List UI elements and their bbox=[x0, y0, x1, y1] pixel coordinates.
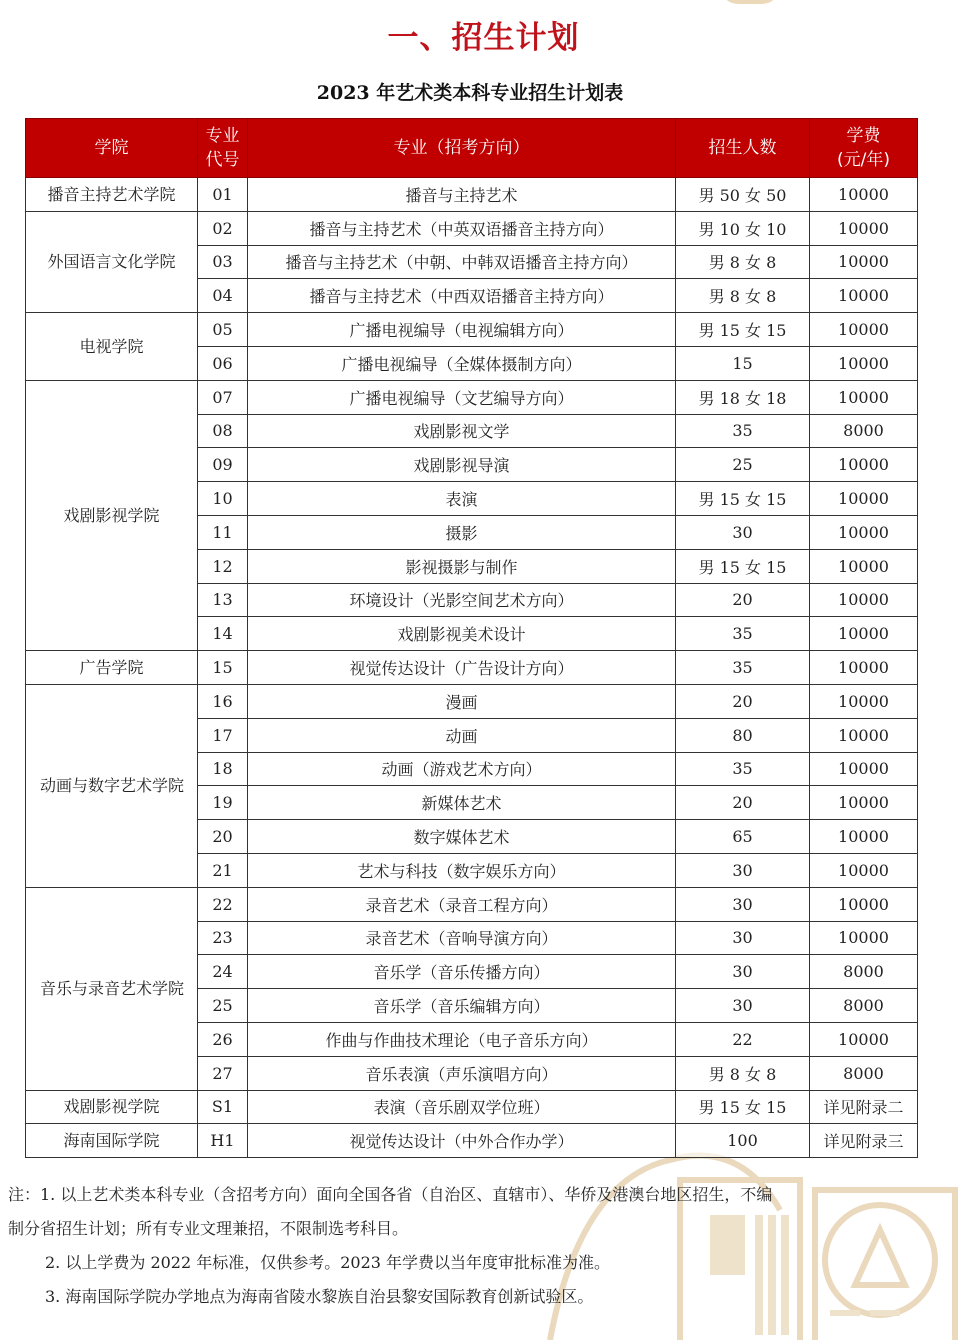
major-code-cell: 15 bbox=[198, 651, 248, 685]
major-name-cell: 录音艺术（录音工程方向） bbox=[248, 887, 676, 921]
quota-cell: 20 bbox=[676, 684, 810, 718]
table-body bbox=[26, 178, 918, 1158]
major-code-cell: 09 bbox=[198, 448, 248, 482]
quota-cell: 25 bbox=[676, 448, 810, 482]
major-code-cell: 13 bbox=[198, 583, 248, 617]
note-3: 3. 海南国际学院办学地点为海南省陵水黎族自治县黎安国际教育创新试验区。 bbox=[45, 1287, 594, 1306]
fee-cell: 10000 bbox=[810, 279, 918, 313]
table-row bbox=[26, 887, 918, 921]
table-title: 2023 年艺术类本科专业招生计划表 bbox=[316, 82, 624, 104]
major-name-cell: 动画（游戏艺术方向） bbox=[248, 752, 676, 786]
major-name-cell: 动画 bbox=[248, 718, 676, 752]
fee-cell: 10000 bbox=[810, 313, 918, 347]
major-code-cell: 25 bbox=[198, 989, 248, 1023]
quota-cell: 22 bbox=[676, 1022, 810, 1056]
major-name-cell: 音乐表演（声乐演唱方向） bbox=[248, 1056, 676, 1090]
quota-cell: 20 bbox=[676, 786, 810, 820]
quota-cell: 35 bbox=[676, 617, 810, 651]
fee-cell: 10000 bbox=[810, 380, 918, 414]
quota-cell: 30 bbox=[676, 515, 810, 549]
major-code-cell: 12 bbox=[198, 549, 248, 583]
quota-cell: 30 bbox=[676, 989, 810, 1023]
table-row bbox=[26, 684, 918, 718]
major-name-cell: 新媒体艺术 bbox=[248, 786, 676, 820]
fee-cell: 10000 bbox=[810, 178, 918, 212]
header-fee-line2: (元/年) bbox=[837, 150, 890, 170]
table-row bbox=[26, 211, 918, 245]
quota-cell: 65 bbox=[676, 820, 810, 854]
table-header-row bbox=[26, 119, 918, 178]
fee-cell: 10000 bbox=[810, 583, 918, 617]
major-code-cell: 04 bbox=[198, 279, 248, 313]
college-cell: 广告学院 bbox=[26, 651, 198, 685]
major-name-cell: 摄影 bbox=[248, 515, 676, 549]
header-fee-line1: 学费 bbox=[846, 126, 881, 146]
major-code-cell: 23 bbox=[198, 921, 248, 955]
fee-cell: 10000 bbox=[810, 921, 918, 955]
fee-cell: 10000 bbox=[810, 651, 918, 685]
fee-cell: 10000 bbox=[810, 684, 918, 718]
major-name-cell: 环境设计（光影空间艺术方向） bbox=[248, 583, 676, 617]
major-code-cell: 24 bbox=[198, 955, 248, 989]
quota-cell: 男 18 女 18 bbox=[676, 380, 810, 414]
major-code-cell: 03 bbox=[198, 245, 248, 279]
college-cell: 动画与数字艺术学院 bbox=[26, 684, 198, 887]
quota-cell: 男 10 女 10 bbox=[676, 211, 810, 245]
table-row bbox=[26, 313, 918, 347]
major-name-cell: 音乐学（音乐编辑方向） bbox=[248, 989, 676, 1023]
header-code bbox=[198, 119, 248, 178]
quota-cell: 80 bbox=[676, 718, 810, 752]
fee-cell: 10000 bbox=[810, 482, 918, 516]
major-code-cell: H1 bbox=[198, 1124, 248, 1158]
major-code-cell: 19 bbox=[198, 786, 248, 820]
major-name-cell: 广播电视编导（电视编辑方向） bbox=[248, 313, 676, 347]
major-name-cell: 表演 bbox=[248, 482, 676, 516]
header-fee bbox=[810, 119, 918, 178]
college-cell: 外国语言文化学院 bbox=[26, 211, 198, 312]
fee-cell: 10000 bbox=[810, 718, 918, 752]
quota-cell: 男 8 女 8 bbox=[676, 1056, 810, 1090]
major-code-cell: 01 bbox=[198, 178, 248, 212]
major-name-cell: 广播电视编导（全媒体摄制方向） bbox=[248, 346, 676, 380]
table-row bbox=[26, 1124, 918, 1158]
college-cell: 电视学院 bbox=[26, 313, 198, 381]
fee-cell: 10000 bbox=[810, 786, 918, 820]
quota-cell: 男 15 女 15 bbox=[676, 313, 810, 347]
major-code-cell: 07 bbox=[198, 380, 248, 414]
major-name-cell: 作曲与作曲技术理论（电子音乐方向） bbox=[248, 1022, 676, 1056]
header-code-line2: 代号 bbox=[205, 150, 240, 170]
major-name-cell: 戏剧影视导演 bbox=[248, 448, 676, 482]
quota-cell: 100 bbox=[676, 1124, 810, 1158]
major-name-cell: 录音艺术（音响导演方向） bbox=[248, 921, 676, 955]
fee-cell: 10000 bbox=[810, 820, 918, 854]
major-name-cell: 戏剧影视文学 bbox=[248, 414, 676, 448]
fee-cell: 10000 bbox=[810, 752, 918, 786]
fee-cell: 10000 bbox=[810, 1022, 918, 1056]
major-name-cell: 广播电视编导（文艺编导方向） bbox=[248, 380, 676, 414]
quota-cell: 30 bbox=[676, 955, 810, 989]
header-code-line1: 专业 bbox=[205, 126, 240, 146]
major-code-cell: 14 bbox=[198, 617, 248, 651]
fee-cell: 10000 bbox=[810, 887, 918, 921]
major-name-cell: 播音与主持艺术（中朝、中韩双语播音主持方向） bbox=[248, 245, 676, 279]
major-name-cell: 戏剧影视美术设计 bbox=[248, 617, 676, 651]
major-code-cell: 27 bbox=[198, 1056, 248, 1090]
section-title: 一、招生计划 bbox=[387, 20, 580, 56]
major-code-cell: 08 bbox=[198, 414, 248, 448]
fee-cell: 10000 bbox=[810, 549, 918, 583]
notes-section bbox=[8, 1178, 943, 1314]
fee-cell: 10000 bbox=[810, 346, 918, 380]
college-cell: 播音主持艺术学院 bbox=[26, 178, 198, 212]
major-name-cell: 播音与主持艺术（中西双语播音主持方向） bbox=[248, 279, 676, 313]
note-1-line-2: 制分省招生计划；所有专业文理兼招，不限制选考科目。 bbox=[8, 1219, 409, 1238]
quota-cell: 男 8 女 8 bbox=[676, 279, 810, 313]
college-cell: 戏剧影视学院 bbox=[26, 380, 198, 650]
fee-cell: 8000 bbox=[810, 1056, 918, 1090]
quota-cell: 男 15 女 15 bbox=[676, 549, 810, 583]
major-name-cell: 视觉传达设计（中外合作办学） bbox=[248, 1124, 676, 1158]
major-code-cell: 02 bbox=[198, 211, 248, 245]
major-code-cell: 11 bbox=[198, 515, 248, 549]
major-name-cell: 漫画 bbox=[248, 684, 676, 718]
major-name-cell: 影视摄影与制作 bbox=[248, 549, 676, 583]
header-major: 专业（招考方向） bbox=[248, 119, 676, 178]
fee-cell: 10000 bbox=[810, 245, 918, 279]
fee-cell: 10000 bbox=[810, 515, 918, 549]
table-row bbox=[26, 380, 918, 414]
note-2: 2. 以上学费为 2022 年标准，仅供参考。2023 年学费以当年度审批标准为准。 bbox=[45, 1253, 611, 1272]
table-row bbox=[26, 178, 918, 212]
fee-cell: 8000 bbox=[810, 955, 918, 989]
fee-cell: 详见附录三 bbox=[810, 1124, 918, 1158]
quota-cell: 35 bbox=[676, 414, 810, 448]
major-name-cell: 音乐学（音乐传播方向） bbox=[248, 955, 676, 989]
quota-cell: 30 bbox=[676, 853, 810, 887]
major-code-cell: 18 bbox=[198, 752, 248, 786]
college-cell: 音乐与录音艺术学院 bbox=[26, 887, 198, 1090]
fee-cell: 详见附录二 bbox=[810, 1090, 918, 1124]
major-code-cell: S1 bbox=[198, 1090, 248, 1124]
fee-cell: 10000 bbox=[810, 448, 918, 482]
quota-cell: 20 bbox=[676, 583, 810, 617]
fee-cell: 10000 bbox=[810, 853, 918, 887]
major-code-cell: 22 bbox=[198, 887, 248, 921]
major-name-cell: 表演（音乐剧双学位班） bbox=[248, 1090, 676, 1124]
major-code-cell: 20 bbox=[198, 820, 248, 854]
quota-cell: 男 8 女 8 bbox=[676, 245, 810, 279]
fee-cell: 8000 bbox=[810, 414, 918, 448]
quota-cell: 15 bbox=[676, 346, 810, 380]
college-cell: 海南国际学院 bbox=[26, 1124, 198, 1158]
major-name-cell: 数字媒体艺术 bbox=[248, 820, 676, 854]
decorative-ornament bbox=[720, 0, 780, 4]
major-name-cell: 播音与主持艺术（中英双语播音主持方向） bbox=[248, 211, 676, 245]
header-quota: 招生人数 bbox=[676, 119, 810, 178]
quota-cell: 35 bbox=[676, 651, 810, 685]
fee-cell: 10000 bbox=[810, 211, 918, 245]
quota-cell: 男 50 女 50 bbox=[676, 178, 810, 212]
quota-cell: 男 15 女 15 bbox=[676, 1090, 810, 1124]
major-code-cell: 26 bbox=[198, 1022, 248, 1056]
note-1-line-1: 注：1. 以上艺术类本科专业（含招考方向）面向全国各省（自治区、直辖市）、华侨及港澳台地区招生，不编 bbox=[8, 1185, 773, 1204]
major-code-cell: 17 bbox=[198, 718, 248, 752]
table-row bbox=[26, 651, 918, 685]
header-college: 学院 bbox=[26, 119, 198, 178]
major-name-cell: 艺术与科技（数字娱乐方向） bbox=[248, 853, 676, 887]
quota-cell: 30 bbox=[676, 887, 810, 921]
major-code-cell: 16 bbox=[198, 684, 248, 718]
college-cell: 戏剧影视学院 bbox=[26, 1090, 198, 1124]
fee-cell: 10000 bbox=[810, 617, 918, 651]
enrollment-plan-table bbox=[25, 118, 918, 1158]
major-code-cell: 10 bbox=[198, 482, 248, 516]
quota-cell: 30 bbox=[676, 921, 810, 955]
major-code-cell: 06 bbox=[198, 346, 248, 380]
quota-cell: 男 15 女 15 bbox=[676, 482, 810, 516]
major-code-cell: 21 bbox=[198, 853, 248, 887]
major-name-cell: 播音与主持艺术 bbox=[248, 178, 676, 212]
fee-cell: 8000 bbox=[810, 989, 918, 1023]
major-code-cell: 05 bbox=[198, 313, 248, 347]
major-name-cell: 视觉传达设计（广告设计方向） bbox=[248, 651, 676, 685]
table-row bbox=[26, 1090, 918, 1124]
quota-cell: 35 bbox=[676, 752, 810, 786]
